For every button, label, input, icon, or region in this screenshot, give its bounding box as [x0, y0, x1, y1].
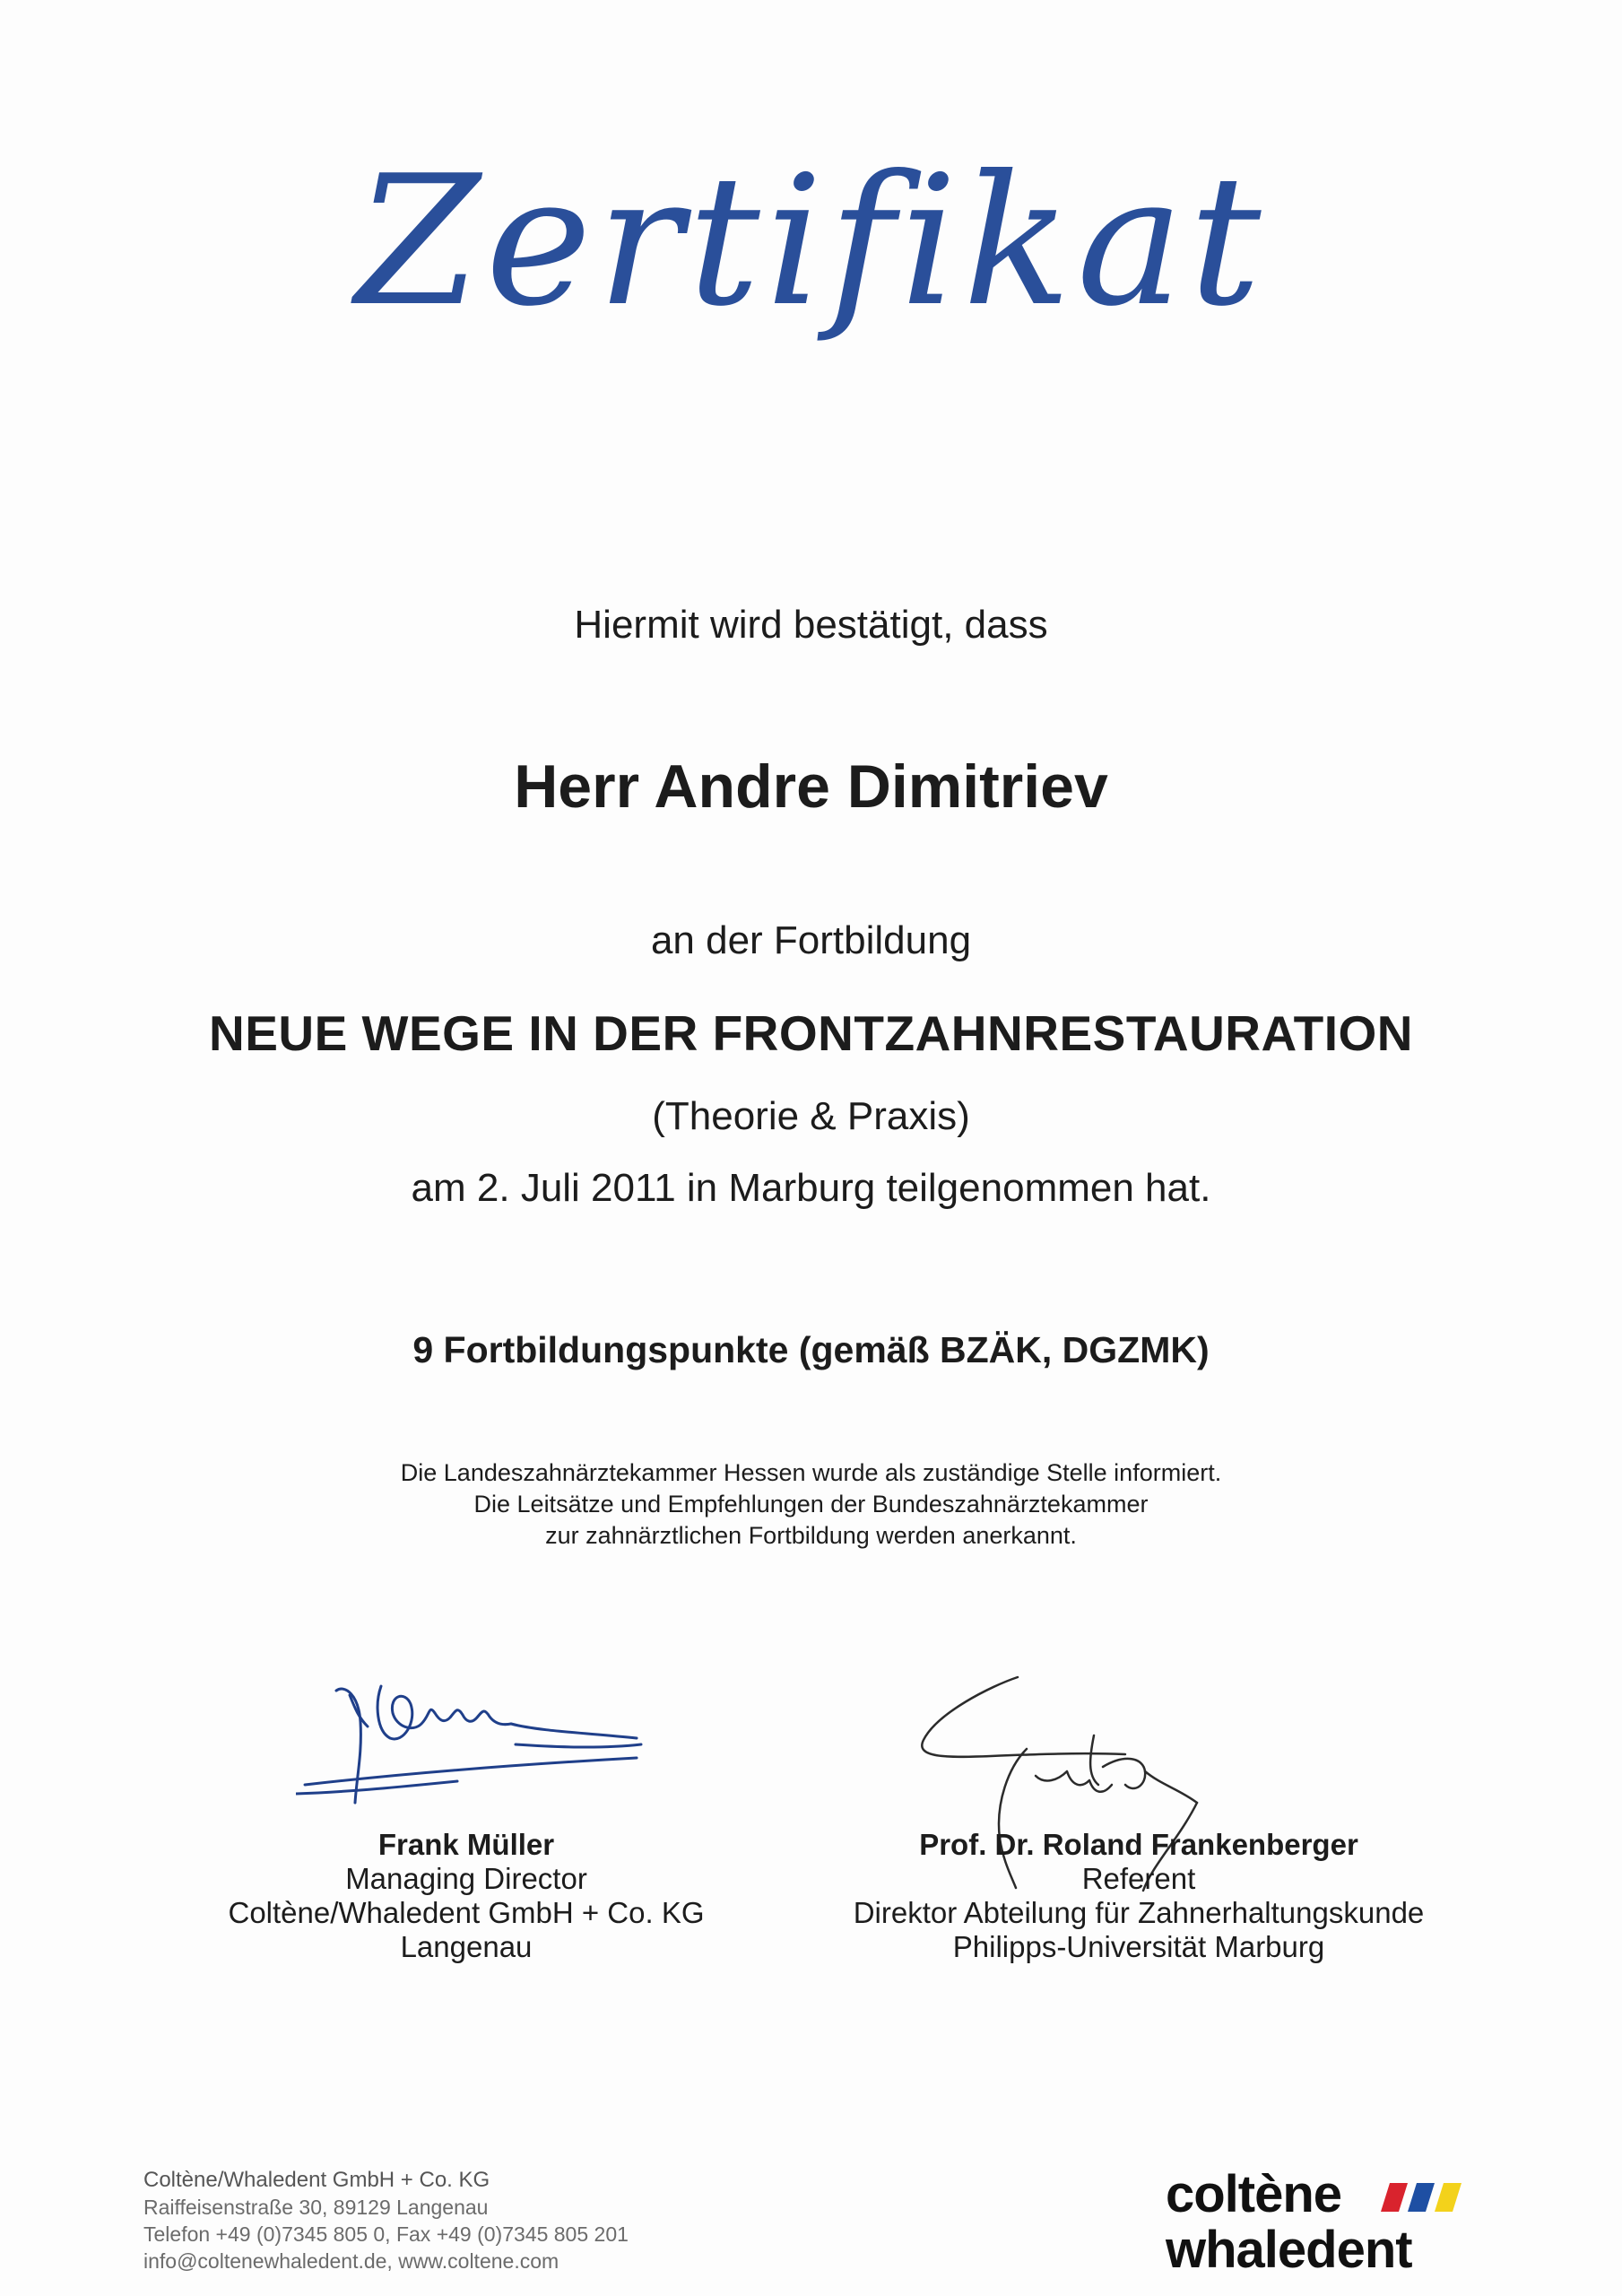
logo-stripe-yellow	[1435, 2183, 1462, 2212]
footer-company: Coltène/Whaledent GmbH + Co. KG	[143, 2168, 490, 2192]
company-logo	[1166, 2160, 1506, 2285]
signatory-right-place: Philipps-Universität Marburg	[952, 1930, 1325, 1963]
participant-name: Herr Andre Dimitriev	[514, 752, 1108, 821]
credit-points: 9 Fortbildungspunkte (gemäß BZÄK, DGZMK)	[412, 1329, 1210, 1370]
signatory-left-role: Managing Director	[345, 1862, 587, 1895]
signatory-right-role: Referent	[1081, 1862, 1196, 1895]
note-line: zur zahnärztlichen Fortbildung werden anerkannt.	[545, 1522, 1077, 1549]
signatory-right	[807, 1828, 1470, 1964]
footer-street: Raiffeisenstraße 30, 89129 Langenau	[143, 2196, 489, 2219]
signatory-left-org: Coltène/Whaledent GmbH + Co. KG	[228, 1896, 705, 1929]
footer-address	[143, 2167, 629, 2274]
course-subtitle: (Theorie & Praxis)	[652, 1094, 970, 1138]
note-line: Die Leitsätze und Empfehlungen der Bundeszahnärztekammer	[473, 1491, 1149, 1518]
course-intro-text: an der Fortbildung	[650, 918, 972, 962]
logo-word-coltene: coltène	[1166, 2165, 1342, 2223]
footer-web: info@coltenewhaledent.de, www.coltene.com	[143, 2249, 559, 2273]
note-line: Die Landeszahnärztekammer Hessen wurde als zuständige Stelle informiert.	[400, 1459, 1222, 1486]
footer-phone: Telefon +49 (0)7345 805 0, Fax +49 (0)7345 805 201	[143, 2222, 629, 2246]
signatory-left-name: Frank Müller	[377, 1828, 555, 1861]
accreditation-notes	[0, 1457, 1622, 1552]
course-title: NEUE WEGE IN DER FRONTZAHNRESTAURATION	[208, 1005, 1414, 1061]
logo-stripes-icon	[1379, 2179, 1469, 2215]
signatory-left	[179, 1828, 753, 1964]
signatory-right-name: Prof. Dr. Roland Frankenberger	[919, 1828, 1358, 1861]
intro-text: Hiermit wird bestätigt, dass	[574, 603, 1048, 647]
signature-left-image	[296, 1668, 646, 1830]
logo-stripe-red	[1381, 2183, 1408, 2212]
signatory-left-place: Langenau	[400, 1930, 533, 1963]
logo-stripe-blue	[1408, 2183, 1435, 2212]
logo-word-whaledent: whaledent	[1166, 2221, 1412, 2279]
certificate-title: Zertifikat	[355, 137, 1267, 346]
date-place-text: am 2. Juli 2011 in Marburg teilgenommen hat.	[411, 1166, 1211, 1210]
signatory-right-org: Direktor Abteilung für Zahnerhaltungskunde	[853, 1896, 1425, 1929]
